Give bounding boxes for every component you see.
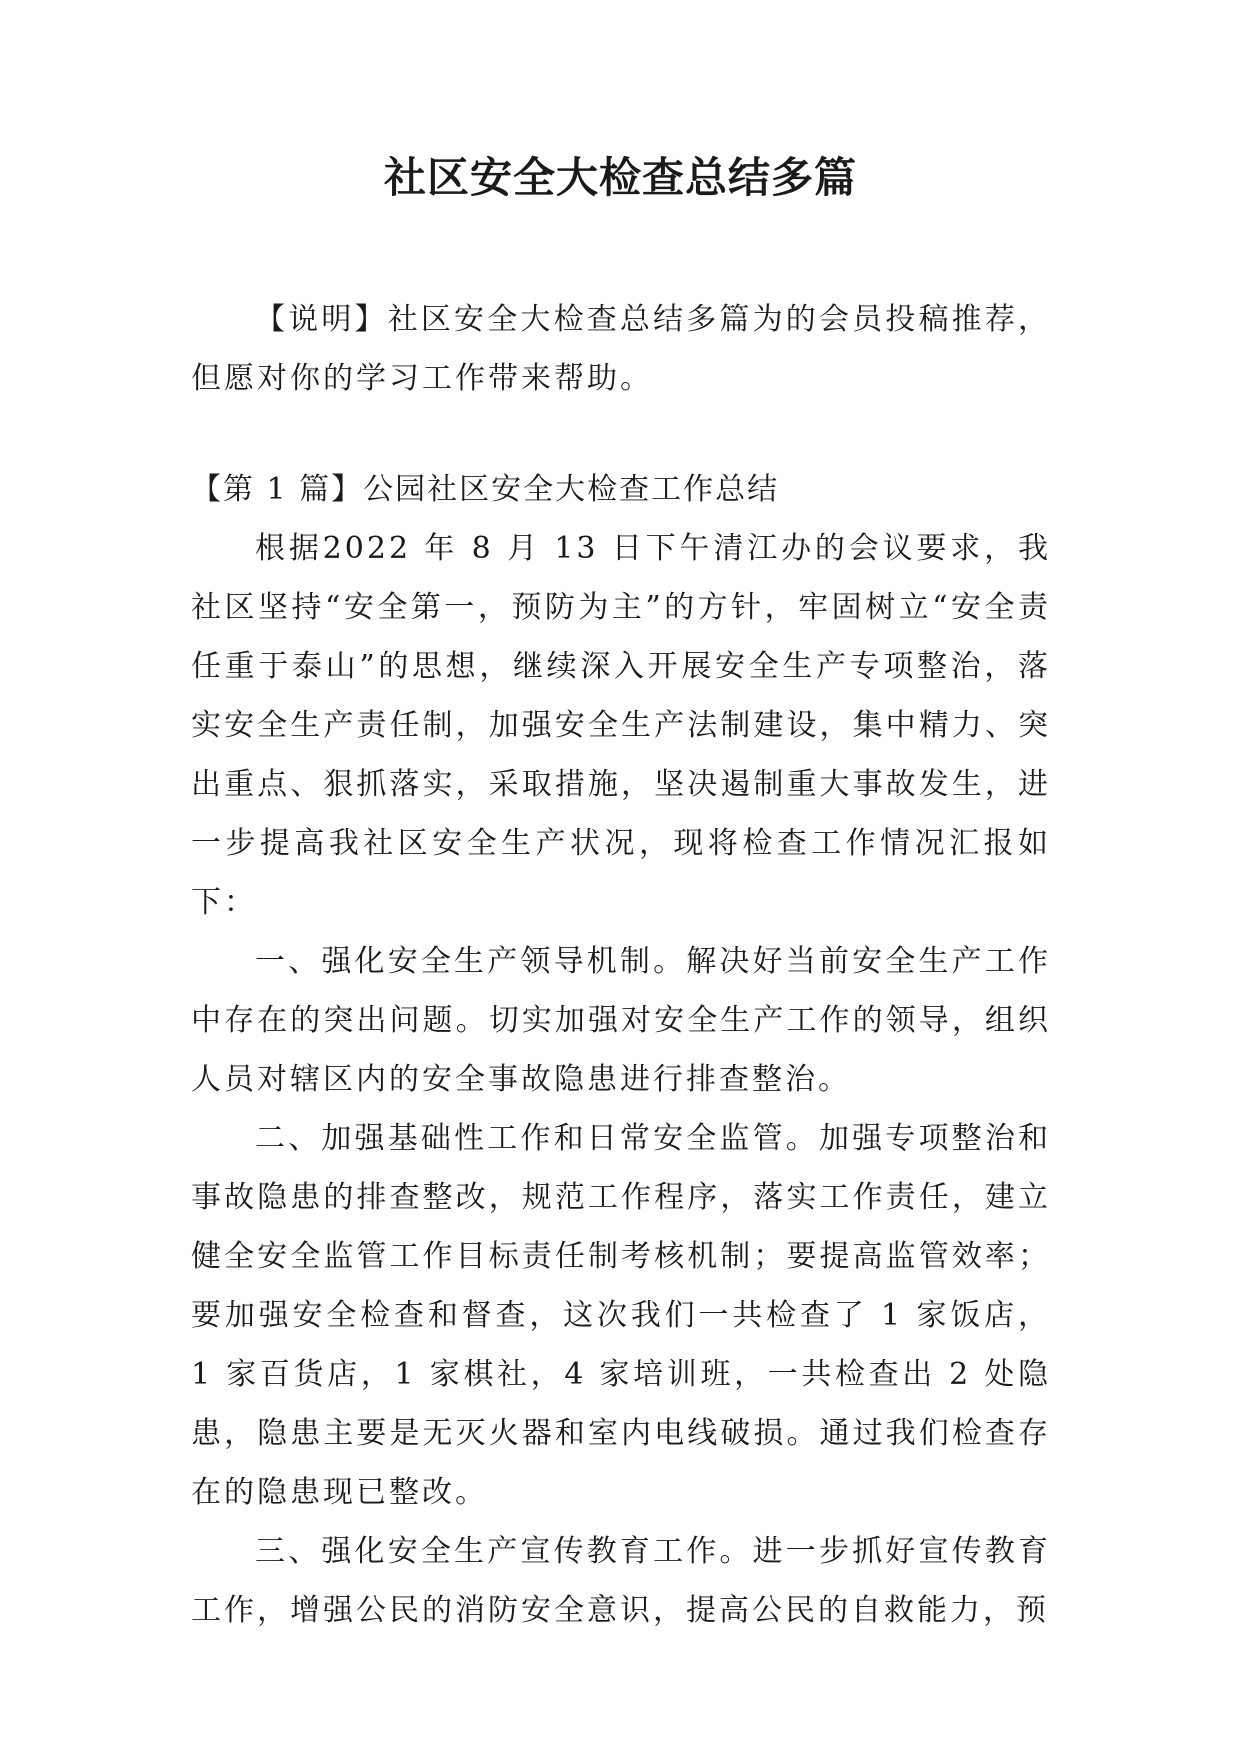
section-heading: 【第 1 篇】公园社区安全大检查工作总结 (191, 472, 780, 507)
article-body (191, 519, 1051, 1640)
paragraph-item-2: 二、加强基础性工作和日常安全监管。加强专项整治和事故隐患的排查整改，规范工作程序，落实工作责任，建立健全安全监管工作目标责任制考核机制；要提高监管效率；要加强安全检查和督查，这次我们一共检查了 1 家饭店，1 家百货店，1 家棋社，4 家培训班，一共检查出 2 处隐患，隐患主要是无灭火器和室内电线破损。通过我们检查存在的隐患现已整改。 (191, 1121, 1051, 1510)
paragraph-intro: 根据2022 年 8 月 13 日下午清江办的会议要求，我社区坚持“安全第一，预防为主”的方针，牢固树立“安全责任重于泰山”的思想，继续深入开展安全生产专项整治，落实安全生产责任制，加强安全生产法制建设，集中精力、突出重点、狠抓落实，采取措施，坚决遏制重大事故发生，进一步提高我社区安全生产状况，现将检查工作情况汇报如下： (191, 531, 1051, 920)
paragraph-item-3: 三、强化安全生产宣传教育工作。进一步抓好宣传教育工作，增强公民的消防安全意识，提高公民的自救能力，预 (191, 1534, 1051, 1628)
paragraph-item-1: 一、强化安全生产领导机制。解决好当前安全生产工作中存在的突出问题。切实加强对安全生产工作的领导，组织人员对辖区内的安全事故隐患进行排查整治。 (191, 944, 1051, 1097)
intro-note: 【说明】社区安全大检查总结多篇为的会员投稿推荐，但愿对你的学习工作带来帮助。 (191, 302, 1051, 396)
document-title: 社区安全大检查总结多篇 (383, 153, 857, 202)
